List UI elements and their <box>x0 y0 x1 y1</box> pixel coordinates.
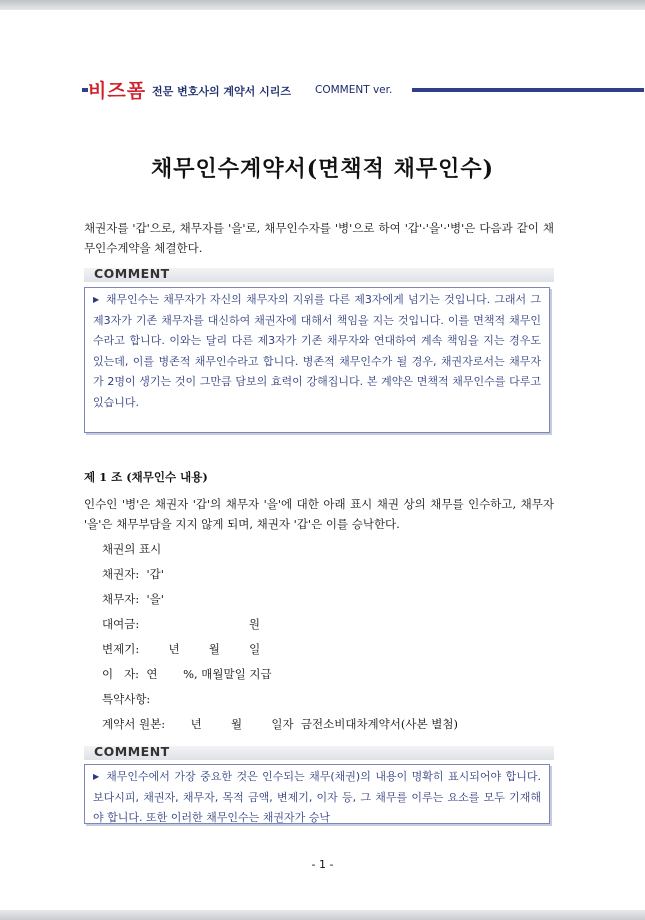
comment-label: COMMENT <box>94 744 170 759</box>
article-title: 제 1 조 (채무인수 내용) <box>84 470 208 484</box>
claim-item: 대여금: 원 <box>102 617 260 631</box>
claim-item: 채권자: '갑' <box>102 567 164 581</box>
triangle-bullet-icon: ▶ <box>93 772 101 781</box>
claim-item: 채무자: '을' <box>102 592 164 606</box>
comment-box <box>84 764 550 824</box>
page-number: - 1 - <box>311 858 334 871</box>
comment-text: 채무인수는 채무자가 자신의 채무자의 지위를 다른 제3자에게 넘기는 것입니다. 그래서 그 제3자가 기존 채무자를 대신하여 채권자에 대해서 책임을 지는 것입니다. 이를 면책적 채무인수라고 합니다. 이와는 달리 다른 제3자가 기존 채무자와 연대하여 계속 책임을 지는 경우도 있는데, 이를 병존적 채무인수라고 합니다. 병존적 채무인수가 될 경우, 채권자로서는 채무자가 2명이 생기는 것이 그만큼 담보의 효력이 강해집니다. 본 계약은 면책적 채무인수를 다루고 있습니다. <box>93 293 541 409</box>
top-border <box>0 0 645 10</box>
intro-paragraph: 채권자를 '갑'으로, 채무자를 '을'로, 채무인수자를 '병'으로 하여 '갑'·'을'·'병'은 다음과 같이 채무인수계약을 체결한다. <box>84 221 554 255</box>
claim-item: 계약서 원본: 년 월 일자 금전소비대차계약서(사본 별첨) <box>102 717 458 731</box>
article-body: 인수인 '병'은 채권자 '갑'의 채무자 '을'에 대한 아래 표시 채권 상의 채무를 인수하고, 채무자 '을'은 채무부담을 지지 않게 되며, 채권자 '갑'은 이를 승낙한다. <box>84 497 554 531</box>
triangle-bullet-icon: ▶ <box>93 295 100 304</box>
brand-logo: 비즈폼 <box>88 80 147 102</box>
series-version: COMMENT ver. <box>315 84 393 96</box>
bottom-border <box>0 910 645 920</box>
comment-text: 채무인수에서 가장 중요한 것은 인수되는 채무(채권)의 내용이 명확히 표시되어야 합니다. 보다시피, 채권자, 채무자, 목적 금액, 변제기, 이자 등, 그 채무를 이루는 요소를 모두 기재해야 합니다. 또한 이러한 채무인수는 채권자가 승낙 <box>93 770 541 824</box>
series-header <box>82 76 562 102</box>
claim-item: 변제기: 년 월 일 <box>102 642 261 656</box>
claim-item: 채권의 표시 <box>102 542 162 556</box>
document-title: 채무인수계약서(면책적 채무인수) <box>150 156 494 182</box>
claim-item: 이 자: 연 %, 매월말일 지급 <box>102 667 272 681</box>
claim-item: 특약사항: <box>102 692 151 706</box>
comment-box <box>84 287 550 433</box>
comment-label: COMMENT <box>94 266 170 281</box>
series-name: 전문 변호사의 계약서 시리즈 <box>152 85 291 98</box>
header-rule-right <box>412 88 644 92</box>
